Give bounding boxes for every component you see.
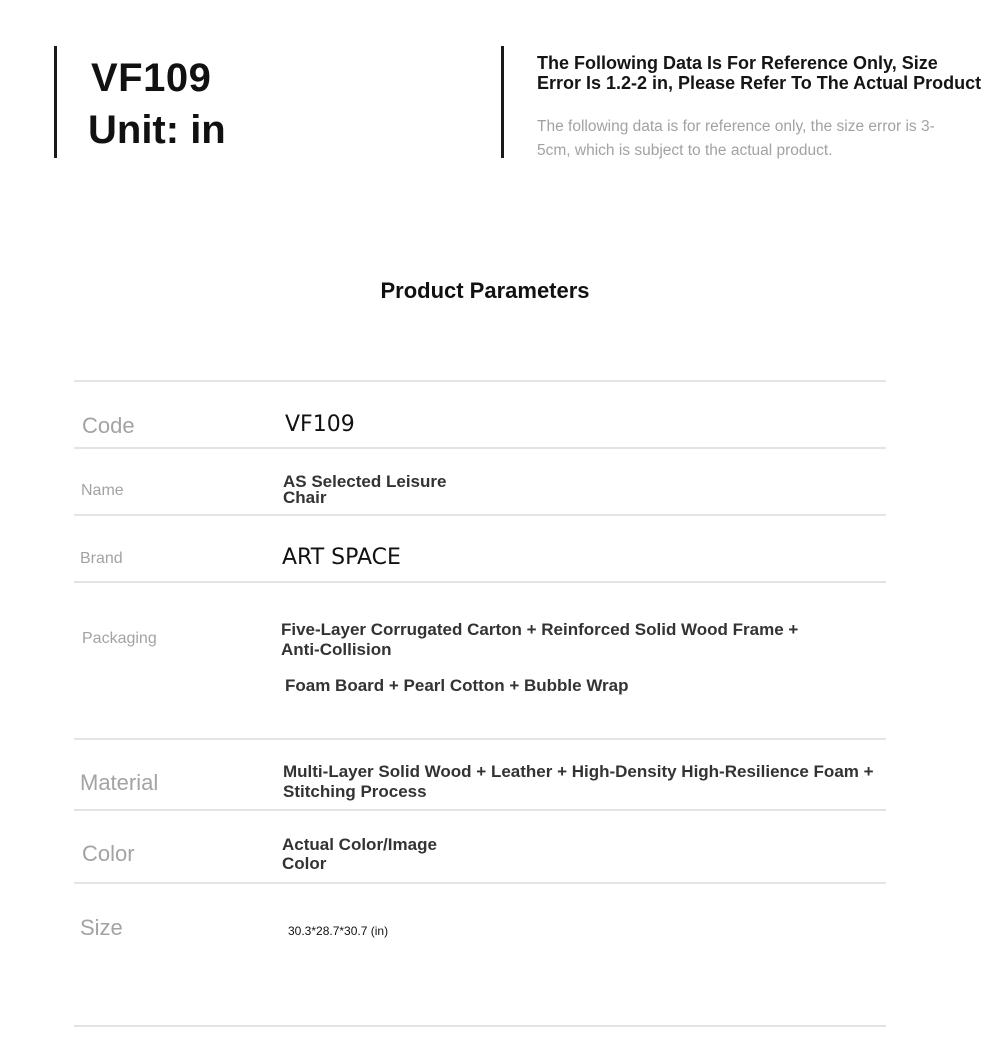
- reference-notice-subtitle: The following data is for reference only, the size error is 3-5cm, which is subject to the actual product.: [537, 118, 935, 159]
- code-label: Code: [82, 413, 135, 438]
- material-value: [283, 762, 874, 802]
- table-divider: [74, 514, 886, 516]
- color-value-line-1: Actual Color/Image: [282, 835, 437, 854]
- size-value: 30.3*28.7*30.7 (in): [288, 924, 389, 938]
- packaging-value: [281, 620, 798, 660]
- table-divider: [74, 882, 886, 884]
- brand-value: ART SPACE: [282, 545, 401, 570]
- section-title: Product Parameters: [380, 278, 590, 303]
- reference-notice-title: The Following Data Is For Reference Only, Size Error Is 1.2-2 in, Please Refer To The Actual Product: [537, 53, 982, 93]
- table-divider: [74, 738, 886, 740]
- name-label: Name: [81, 482, 124, 499]
- packaging-label: Packaging: [82, 630, 157, 647]
- right-divider-bar: [501, 46, 504, 158]
- packaging-value-line-3: Foam Board + Pearl Cotton + Bubble Wrap: [285, 676, 629, 695]
- table-divider: [74, 380, 886, 382]
- unit-label: Unit: in: [88, 108, 226, 152]
- packaging-value-line-1: Five-Layer Corrugated Carton + Reinforced Solid Wood Frame +: [281, 620, 799, 639]
- name-value-line-1: AS Selected Leisure: [283, 472, 447, 491]
- color-label: Color: [82, 841, 135, 866]
- brand-label: Brand: [80, 550, 123, 567]
- left-divider-bar: [54, 46, 57, 158]
- size-label: Size: [80, 915, 123, 940]
- material-value-line-2: Stitching Process: [283, 782, 427, 801]
- table-divider: [74, 447, 886, 449]
- code-value: VF109: [285, 412, 355, 437]
- name-value: [283, 474, 446, 506]
- model-code: VF109: [91, 56, 212, 100]
- name-value-line-2: Chair: [283, 488, 327, 507]
- color-value-line-2: Color: [282, 854, 327, 873]
- color-value: [282, 835, 437, 873]
- material-value-line-1: Multi-Layer Solid Wood + Leather + High-Density High-Resilience Foam +: [283, 762, 874, 781]
- table-divider: [74, 809, 886, 811]
- material-label: Material: [80, 770, 159, 795]
- table-divider: [74, 1025, 886, 1027]
- packaging-value-line-2: Anti-Collision: [281, 640, 392, 659]
- table-divider: [74, 581, 886, 583]
